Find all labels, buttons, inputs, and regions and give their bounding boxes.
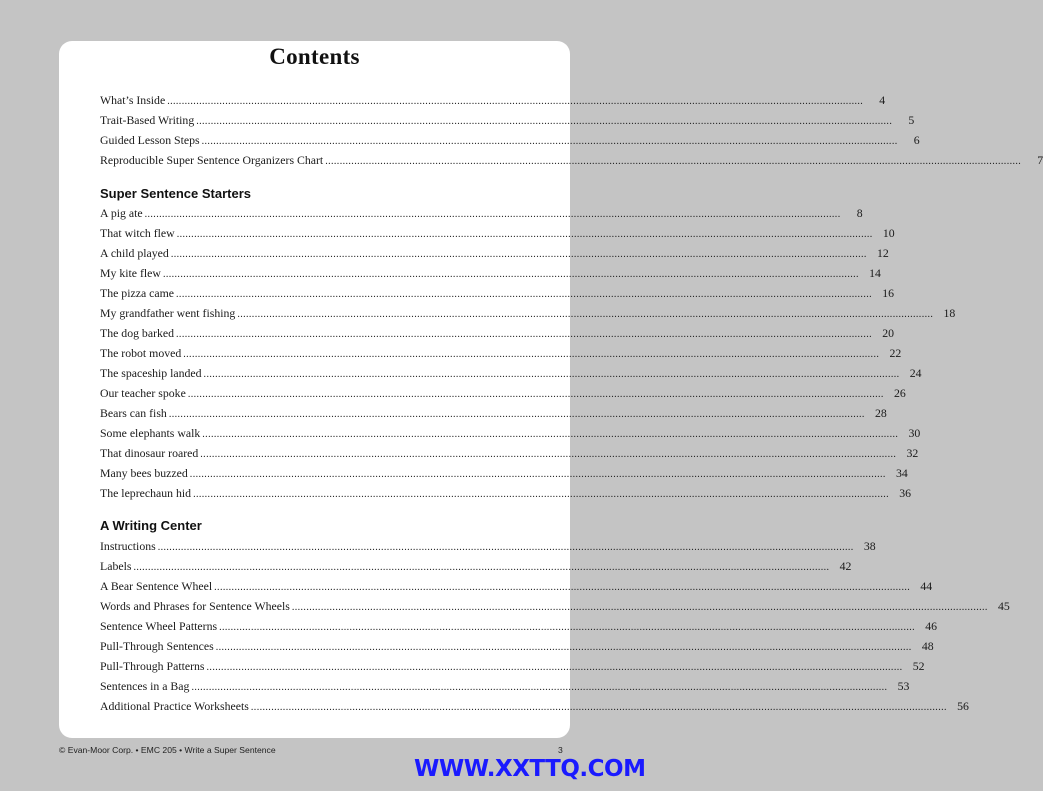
dot-leader xyxy=(191,682,887,693)
dot-leader xyxy=(167,96,863,107)
toc-entry[interactable] xyxy=(100,153,1043,169)
toc-entry[interactable] xyxy=(100,486,912,502)
toc-entry-page: 30 xyxy=(908,426,921,440)
toc-entry-page: 20 xyxy=(882,326,895,340)
toc-entry-label: Many bees buzzed xyxy=(100,466,188,480)
toc-entry[interactable] xyxy=(100,206,863,222)
toc-entry-label: Some elephants walk xyxy=(100,426,201,440)
dot-leader xyxy=(202,429,898,440)
dot-leader xyxy=(237,309,933,320)
toc-entry[interactable] xyxy=(100,426,921,442)
toc-entry[interactable] xyxy=(100,366,922,382)
toc-entry-label: My kite flew xyxy=(100,266,161,280)
toc-entry-label: What’s Inside xyxy=(100,93,166,107)
toc-entry[interactable] xyxy=(100,539,876,555)
toc-entry-page: 5 xyxy=(908,113,915,127)
dot-leader xyxy=(176,289,872,300)
dot-leader xyxy=(204,369,900,380)
toc-entry-page: 24 xyxy=(909,366,922,380)
dot-leader xyxy=(207,662,903,673)
toc-entry[interactable] xyxy=(100,679,910,695)
toc-entry[interactable] xyxy=(100,326,895,342)
toc-entry-label: That witch flew xyxy=(100,226,175,240)
toc-entry-page: 10 xyxy=(882,226,895,240)
toc-entry-label: Pull-Through Sentences xyxy=(100,639,214,653)
toc-entry[interactable] xyxy=(100,466,908,482)
toc-entry-page: 36 xyxy=(899,486,912,500)
toc-entry[interactable] xyxy=(100,599,1010,615)
toc-entry-page: 32 xyxy=(906,446,919,460)
toc-entry-page: 45 xyxy=(998,599,1010,613)
footer-credit: © Evan-Moor Corp. • EMC 205 • Write a Super Sentence xyxy=(59,745,276,755)
toc-entry[interactable] xyxy=(100,446,919,462)
dot-leader xyxy=(200,449,896,460)
toc-entry-label: That dinosaur roared xyxy=(100,446,199,460)
toc-entry-page: 22 xyxy=(889,346,902,360)
toc-entry-page: 46 xyxy=(925,619,938,633)
toc-entry[interactable] xyxy=(100,406,887,422)
toc-entry-label: The pizza came xyxy=(100,286,175,300)
toc-entry[interactable] xyxy=(100,266,881,282)
toc-entry[interactable] xyxy=(100,346,902,362)
toc-entry-label: Bears can fish xyxy=(100,406,167,420)
toc-entry[interactable] xyxy=(100,93,886,109)
toc-entry-label: A child played xyxy=(100,246,169,260)
toc-entry-label: Labels xyxy=(100,559,132,573)
toc-entry[interactable] xyxy=(100,386,906,402)
toc-entry[interactable] xyxy=(100,246,889,262)
toc-entry-label: The dog barked xyxy=(100,326,175,340)
toc-entry-label: The spaceship landed xyxy=(100,366,202,380)
toc-entry[interactable] xyxy=(100,579,933,595)
toc-entry-page: 18 xyxy=(943,306,956,320)
toc-entry-label: Our teacher spoke xyxy=(100,386,186,400)
toc-entry-page: 56 xyxy=(957,699,969,713)
toc-entry-label: The leprechaun hid xyxy=(100,486,192,500)
watermark: WWW.XXTTQ.COM xyxy=(414,756,646,782)
dot-leader xyxy=(251,702,947,713)
toc-entry-label: Additional Practice Worksheets xyxy=(100,699,249,713)
dot-leader xyxy=(292,602,988,613)
toc-entry-page: 16 xyxy=(882,286,895,300)
toc-entry[interactable] xyxy=(100,113,915,129)
toc-entry[interactable] xyxy=(100,659,925,675)
toc-entry-label: My grandfather went fishing xyxy=(100,306,236,320)
toc-entry[interactable] xyxy=(100,226,895,242)
dot-leader xyxy=(163,269,859,280)
toc-entry-page: 34 xyxy=(896,466,908,480)
dot-leader xyxy=(145,209,841,220)
dot-leader xyxy=(176,329,872,340)
footer-page-number: 3 xyxy=(558,745,563,755)
toc-entry-page: 28 xyxy=(875,406,887,420)
toc-entry-page: 53 xyxy=(897,679,910,693)
section-heading-super-sentence-starters: Super Sentence Starters xyxy=(100,186,252,201)
toc-entry[interactable] xyxy=(100,639,934,655)
toc-entry-label: Reproducible Super Sentence Organizers Chart xyxy=(100,153,324,167)
dot-leader xyxy=(325,156,1021,167)
toc-entry-label: Pull-Through Patterns xyxy=(100,659,205,673)
page-title: Contents xyxy=(269,44,360,69)
toc-entry-page: 44 xyxy=(920,579,933,593)
toc-entry-label: Trait-Based Writing xyxy=(100,113,195,127)
dot-leader xyxy=(216,642,912,653)
dot-leader xyxy=(214,582,910,593)
dot-leader xyxy=(219,622,915,633)
dot-leader xyxy=(202,136,898,147)
toc-entry[interactable] xyxy=(100,133,920,149)
toc-entry[interactable] xyxy=(100,306,956,322)
toc-entry-page: 12 xyxy=(877,246,889,260)
toc-entry-page: 26 xyxy=(894,386,906,400)
toc-entry-label: Guided Lesson Steps xyxy=(100,133,200,147)
dot-leader xyxy=(177,229,873,240)
dot-leader xyxy=(190,469,886,480)
toc-entry-page: 42 xyxy=(839,559,852,573)
toc-entry-label: A Bear Sentence Wheel xyxy=(100,579,213,593)
toc-entry-page: 38 xyxy=(863,539,876,553)
toc-entry-page: 52 xyxy=(912,659,925,673)
toc-entry-label: Sentences in a Bag xyxy=(100,679,190,693)
toc-entry-page: 6 xyxy=(913,133,920,147)
section-heading-writing-center: A Writing Center xyxy=(100,518,202,533)
toc-entry-page: 4 xyxy=(879,93,886,107)
dot-leader xyxy=(169,409,865,420)
toc-entry[interactable] xyxy=(100,699,969,715)
toc-entry-label: Instructions xyxy=(100,539,156,553)
dot-leader xyxy=(196,116,892,127)
dot-leader xyxy=(188,389,884,400)
toc-entry[interactable] xyxy=(100,286,895,302)
dot-leader xyxy=(193,489,889,500)
toc-entry-page: 48 xyxy=(921,639,934,653)
dot-leader xyxy=(183,349,879,360)
toc-entry-page: 14 xyxy=(869,266,881,280)
toc-entry[interactable] xyxy=(100,619,938,635)
toc-entry-label: The robot moved xyxy=(100,346,182,360)
toc-entry-label: A pig ate xyxy=(100,206,143,220)
dot-leader xyxy=(171,249,867,260)
dot-leader xyxy=(158,542,854,553)
toc-entry-label: Sentence Wheel Patterns xyxy=(100,619,218,633)
contents-page xyxy=(59,41,1043,738)
toc-entry-label: Words and Phrases for Sentence Wheels xyxy=(100,599,290,613)
toc-entry[interactable] xyxy=(100,559,852,575)
toc-entry-page: 8 xyxy=(856,206,863,220)
dot-leader xyxy=(133,562,829,573)
toc-entry-page: 7 xyxy=(1037,153,1043,167)
